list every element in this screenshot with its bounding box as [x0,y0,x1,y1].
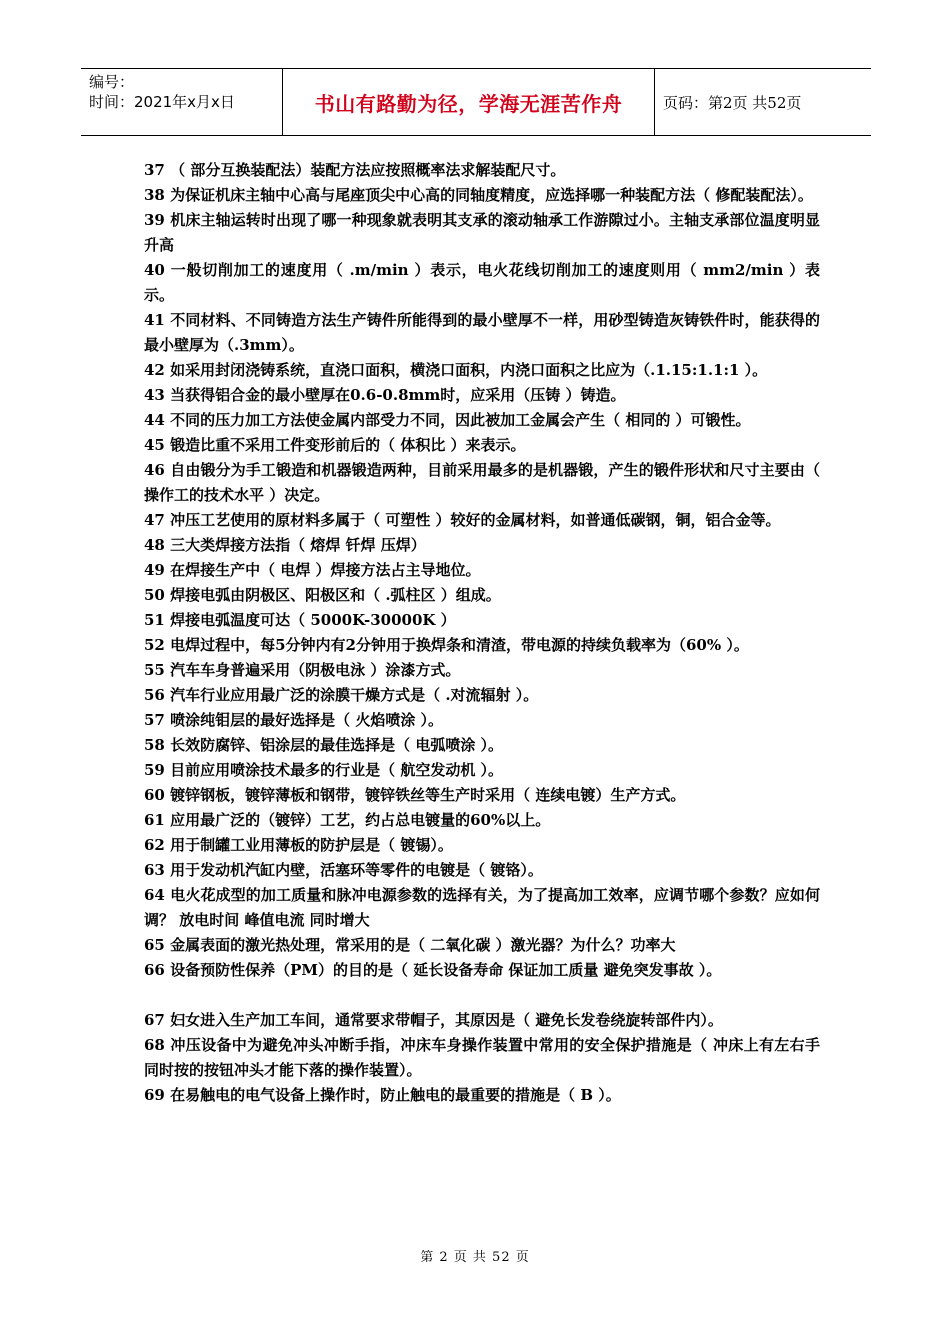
question-item: 39 机床主轴运转时出现了哪一种现象就表明其支承的滚动轴承工作游隙过小。主轴支承部位温度明显升高 [144,211,820,254]
header-page-info: 页码：第2页 共52页 [663,93,802,112]
question-item: 45 锻造比重不采用工件变形前后的（ 体积比 ）来表示。 [144,436,526,454]
question-item: 61 应用最广泛的（镀锌）工艺，约占总电镀量的60%以上。 [144,811,551,829]
question-item: 49 在焊接生产中（ 电焊 ）焊接方法占主导地位。 [144,561,481,579]
blank-line [144,983,820,1008]
question-item: 38 为保证机床主轴中心高与尾座顶尖中心高的同轴度精度，应选择哪一种装配方法（ 修配装配法）。 [144,186,813,204]
question-item: 63 用于发动机汽缸内壁，活塞环等零件的电镀是（ 镀铬）。 [144,861,543,879]
question-item: 41 不同材料、不同铸造方法生产铸件所能得到的最小壁厚不一样，用砂型铸造灰铸铁件时，能获得的最小壁厚为（.3mm）。 [144,311,820,354]
question-item: 62 用于制罐工业用薄板的防护层是（ 镀锡）。 [144,836,453,854]
question-item: 56 汽车行业应用最广泛的涂膜干燥方式是（ .对流辐射 ）。 [144,686,539,704]
question-item: 60 镀锌钢板，镀锌薄板和钢带，镀锌铁丝等生产时采用（ 连续电镀）生产方式。 [144,786,686,804]
question-item: 69 在易触电的电气设备上操作时，防止触电的最重要的措施是（ B ）。 [144,1086,621,1104]
question-list [144,158,820,1108]
question-item: 51 焊接电弧温度可达（ 5000K-30000K ） [144,611,456,629]
question-item: 43 当获得铝合金的最小壁厚在0.6-0.8mm时，应采用（压铸 ）铸造。 [144,386,626,404]
question-item: 66 设备预防性保养（PM）的目的是（ 延长设备寿命 保证加工质量 避免突发事故 ）。 [144,961,722,979]
question-item: 65 金属表面的激光热处理，常采用的是（ 二氧化碳 ）激光器？为什么？功率大 [144,936,676,954]
question-item: 40 一般切削加工的速度用（ .m/min ）表示，电火花线切削加工的速度则用（ mm2/min ）表示。 [144,261,820,304]
question-item: 64 电火花成型的加工质量和脉冲电源参数的选择有关，为了提高加工效率，应调节哪个参数？应如何调？ 放电时间 峰值电流 同时增大 [144,886,820,929]
document-header [81,68,871,136]
time-label: 时间：2021年x月x日 [89,93,235,111]
page-footer: 第 2 页 共 52 页 [420,1250,530,1265]
question-item: 55 汽车车身普遍采用（阴极电泳 ）涂漆方式。 [144,661,461,679]
question-item: 48 三大类焊接方法指（ 熔焊 钎焊 压焊） [144,536,426,554]
question-item: 59 目前应用喷涂技术最多的行业是（ 航空发动机 ）。 [144,761,504,779]
question-item: 52 电焊过程中，每5分钟内有2分钟用于换焊条和清渣，带电源的持续负载率为（60% ）。 [144,636,749,654]
header-meta-cell [81,69,283,135]
question-item: 58 长效防腐锌、铝涂层的最佳选择是（ 电弧喷涂 ）。 [144,736,504,754]
question-item: 68 冲压设备中为避免冲头冲断手指，冲床车身操作装置中常用的安全保护措施是（ 冲床上有左右手同时按的按钮冲头才能下落的操作装置）。 [144,1036,820,1079]
question-item: 57 喷涂纯钼层的最好选择是（ 火焰喷涂 ）。 [144,711,444,729]
question-item: 47 冲压工艺使用的原材料多属于（ 可塑性 ）较好的金属材料，如普通低碳钢，铜，铝合金等。 [144,511,781,529]
question-item: 44 不同的压力加工方法使金属内部受力不同，因此被加工金属会产生（ 相同的 ）可锻性。 [144,411,751,429]
header-motto: 书山有路勤为径，学海无涯苦作舟 [283,69,655,135]
question-item: 50 焊接电弧由阴极区、阳极区和（ .弧柱区 ）组成。 [144,586,501,604]
question-item: 37 （ 部分互换装配法）装配方法应按照概率法求解装配尺寸。 [144,161,566,179]
question-item: 46 自由锻分为手工锻造和机器锻造两种，目前采用最多的是机器锻，产生的锻件形状和尺寸主要由（ 操作工的技术水平 ）决定。 [144,461,820,504]
code-label: 编号： [89,73,135,91]
question-item: 67 妇女进入生产加工车间，通常要求带帽子，其原因是（ 避免长发卷绕旋转部件内）。 [144,1011,723,1029]
question-item: 42 如采用封闭浇铸系统，直浇口面积，横浇口面积，内浇口面积之比应为（.1.15:1.1:1 ）。 [144,361,768,379]
